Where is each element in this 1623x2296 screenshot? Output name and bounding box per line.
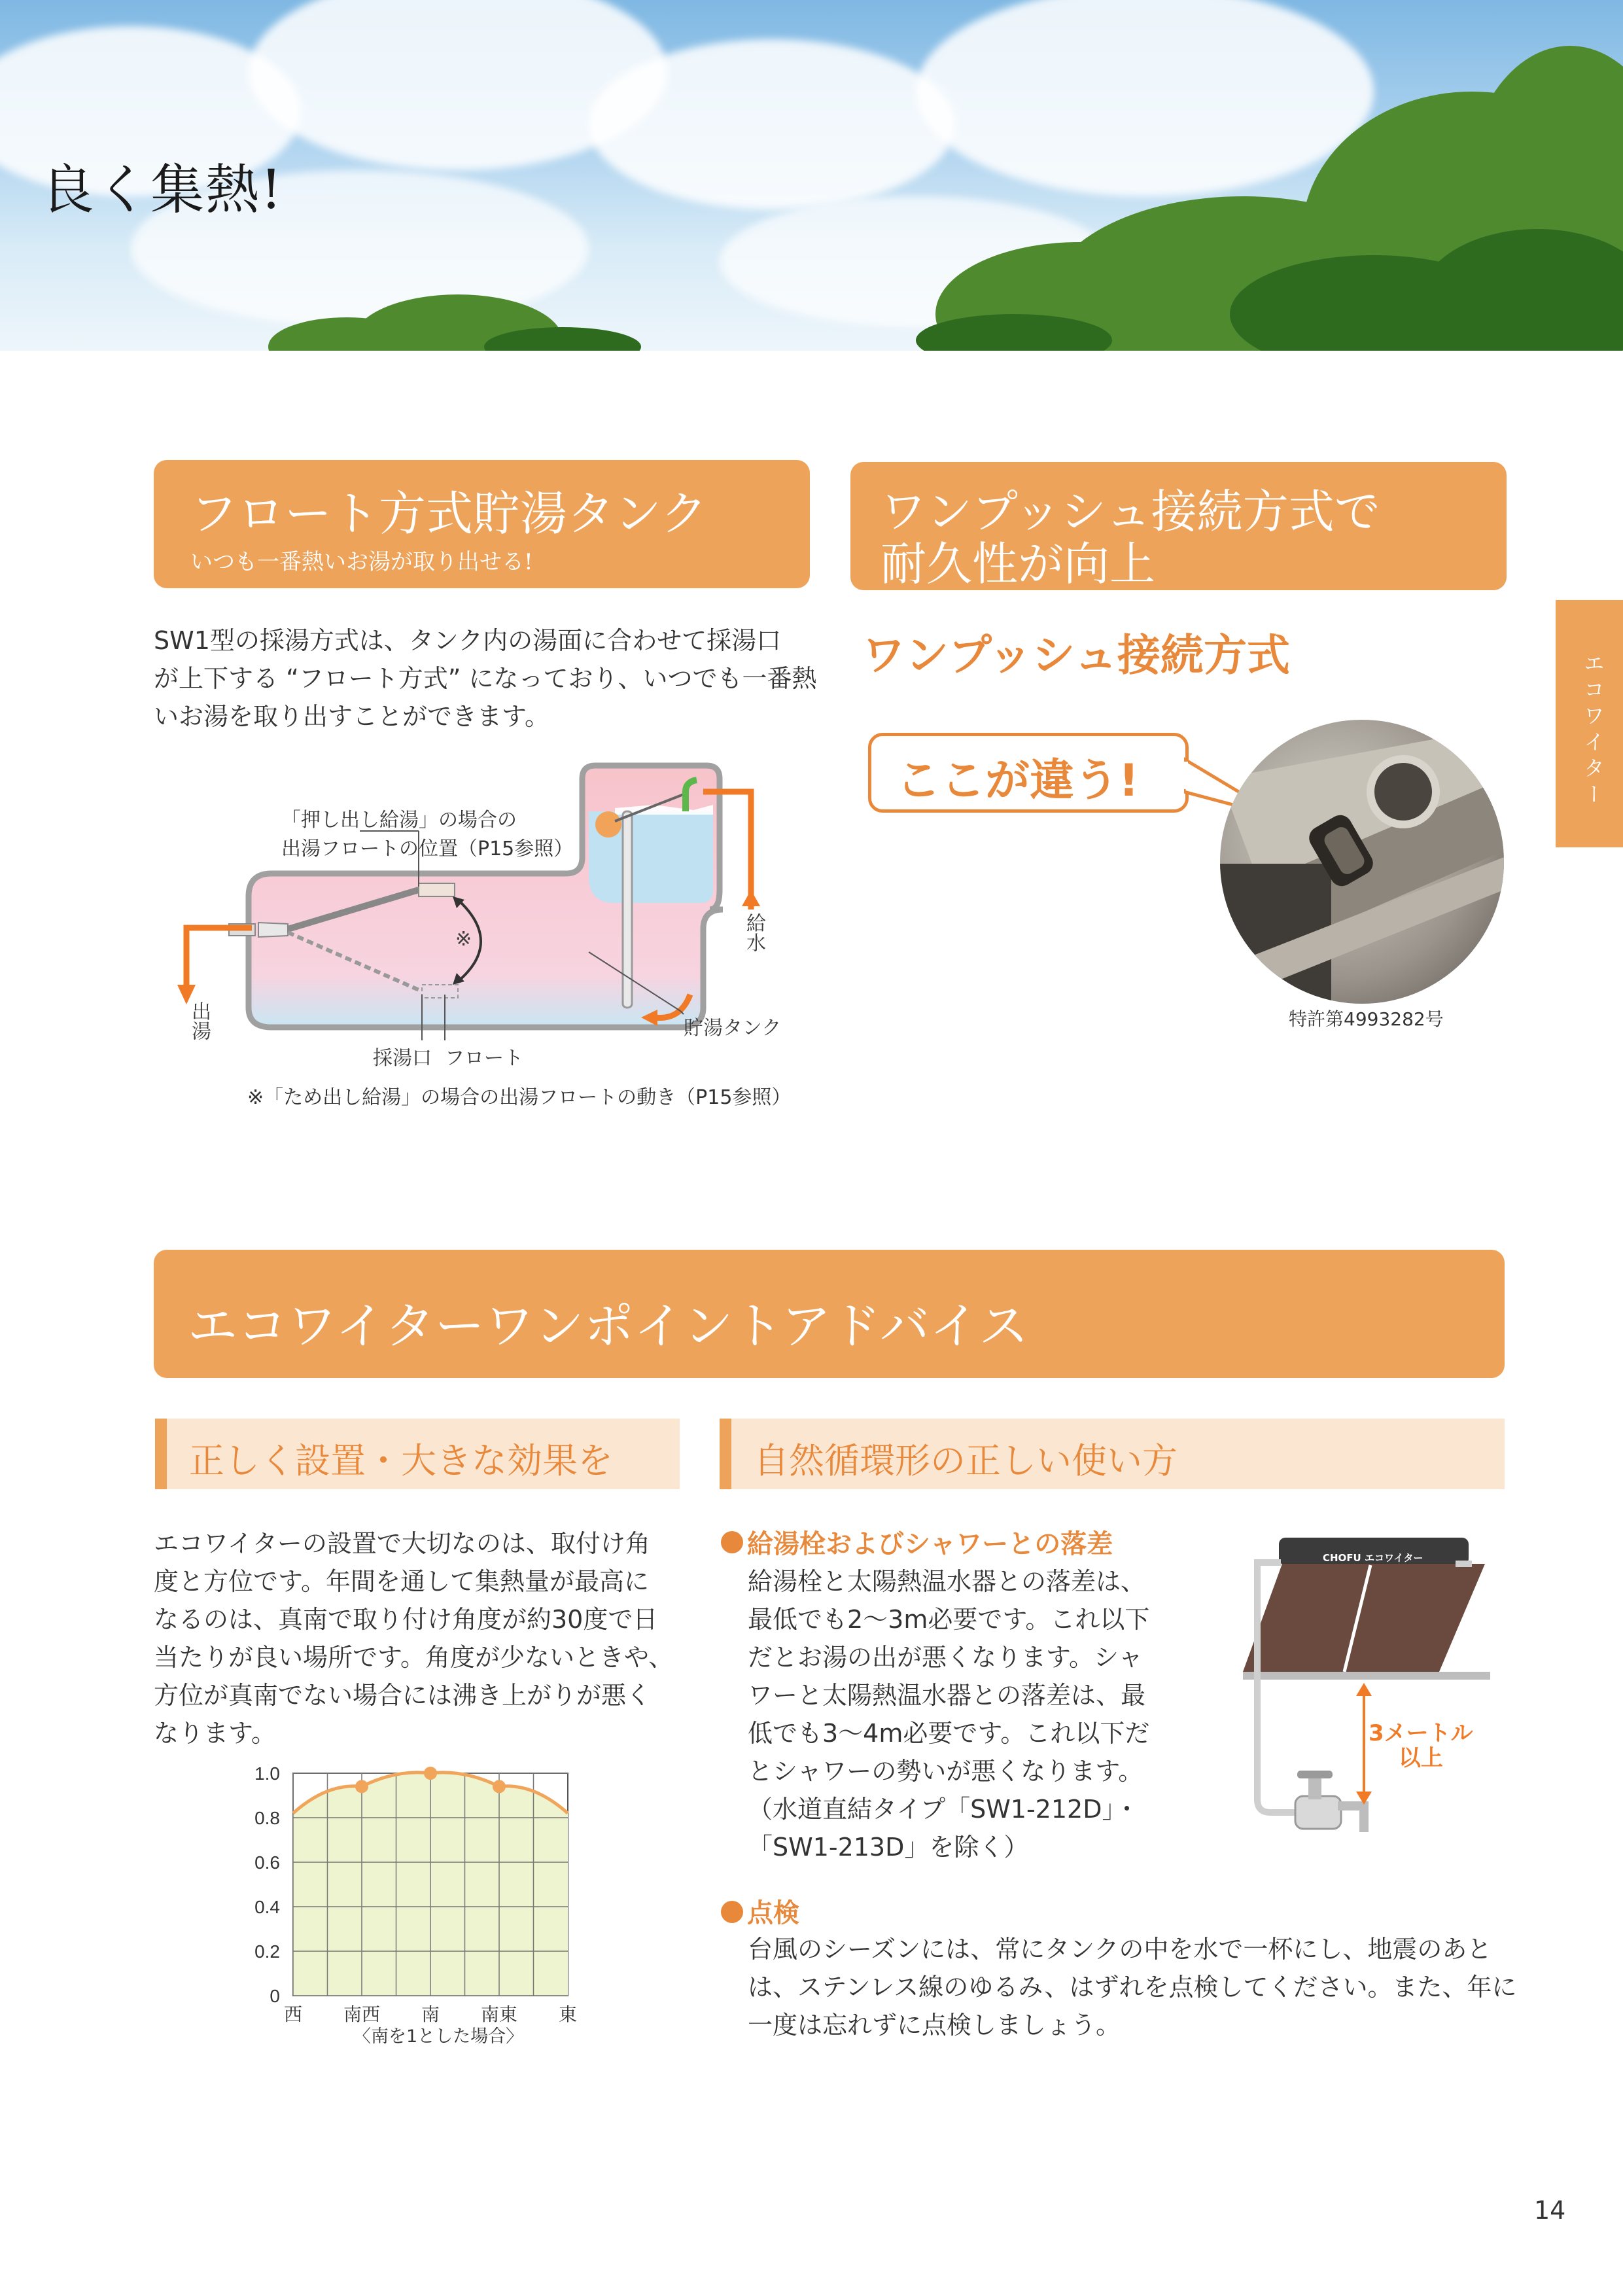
x-tick-label: 南東	[480, 2004, 518, 2025]
advice-left-line: なるのは、真南で取り付け角度が約30度で日	[154, 1605, 658, 1634]
float-label: フロート	[445, 1047, 523, 1070]
diagram-footnote: ※「ため出し給湯」の場合の出湯フロートの動き（P15参照）	[247, 1086, 792, 1109]
y-tick-label: 1.0	[254, 1763, 280, 1784]
side-tab-label: エコワイター	[1580, 652, 1605, 809]
water-in-label: 給水	[742, 913, 765, 952]
item1-line: 低でも3～4m必要です。これ以下だ	[748, 1719, 1150, 1748]
y-tick-label: 0.8	[254, 1808, 280, 1828]
data-point	[355, 1780, 368, 1793]
float-heading: フロート方式貯湯タンク	[190, 486, 708, 541]
advice-left-bar	[155, 1419, 680, 1489]
page-number: 14	[1534, 2196, 1566, 2225]
mark-label: ※	[455, 928, 472, 951]
float-body-line: が上下する “フロート方式” になっており、いつでも一番熱	[154, 664, 817, 693]
height-label-line: 3メートル	[1369, 1720, 1473, 1746]
hot-out-label: 出湯	[188, 1001, 211, 1040]
float-body-line: SW1型の採湯方式は、タンク内の湯面に合わせて採湯口	[154, 626, 782, 655]
item1-line: 「SW1-213D」を除く）	[748, 1833, 1029, 1862]
item2-line: は、ステンレス線のゆるみ、はずれを点検してください。また、年に	[748, 1973, 1517, 2002]
advice-left-title: 正しく設置・大きな効果を	[189, 1440, 613, 1481]
advice-left-line: 当たりが良い場所です。角度が少ないときや、	[154, 1643, 674, 1672]
item1-line: （水道直結タイプ「SW1-212D」・	[748, 1795, 1140, 1824]
y-tick-label: 0.6	[254, 1852, 280, 1873]
push-subtitle: ワンプッシュ接続方式	[862, 630, 1291, 680]
advice-left-line: 度と方位です。年間を通して集熱量が最高に	[154, 1567, 649, 1596]
advice-left-line: エコワイターの設置で大切なのは、取付け角	[154, 1529, 650, 1558]
data-point	[493, 1780, 506, 1793]
push-label	[281, 806, 573, 864]
advice-right-bar	[720, 1419, 1505, 1489]
hero-banner	[0, 0, 1623, 353]
callout-text: ここが違う!	[896, 755, 1140, 807]
item1-line: 給湯栓と太陽熱温水器との落差は、	[748, 1567, 1146, 1596]
push-heading-box	[850, 462, 1507, 590]
item1-bullet	[721, 1531, 743, 1553]
item1-body	[748, 1563, 1149, 1866]
patent-number: 特許第4993282号	[1289, 1008, 1444, 1030]
item1-line: ワーと太陽熱温水器との落差は、最	[748, 1681, 1146, 1710]
push-heading-line1: ワンプッシュ接続方式で	[881, 485, 1380, 539]
y-tick-label: 0.2	[254, 1941, 280, 1962]
heater-brand: CHOFU エコワイター	[1323, 1552, 1423, 1564]
advice-left-line: 方位が真南でない場合には沸き上がりが悪く	[154, 1681, 652, 1710]
accent-stripe	[155, 1419, 167, 1489]
item2-title: 点検	[747, 1898, 799, 1928]
advice-left-line: なります。	[154, 1719, 276, 1748]
push-label-line: 出湯フロートの位置（P15参照）	[281, 838, 574, 860]
connector-photo	[1220, 720, 1504, 1004]
tank-label: 貯湯タンク	[684, 1017, 782, 1040]
item2-body	[748, 1930, 1517, 2044]
side-tab	[1556, 600, 1623, 847]
x-tick-label: 南西	[343, 2004, 381, 2025]
inlet-label: 採湯口	[373, 1047, 432, 1070]
orientation-chart	[236, 1760, 641, 2061]
advice-heading-box	[154, 1250, 1505, 1378]
item1-title: 給湯栓およびシャワーとの落差	[747, 1529, 1113, 1559]
height-label	[1369, 1721, 1473, 1771]
float-body-line: いお湯を取り出すことができます。	[154, 702, 550, 731]
item1-line: だとお湯の出が悪くなります。シャ	[748, 1643, 1143, 1672]
accent-stripe	[720, 1419, 731, 1489]
page-title: 良く集熱!	[41, 159, 283, 221]
item2-line: 一度は忘れずに点検しましょう。	[748, 2011, 1121, 2040]
callout-box	[868, 733, 1189, 813]
heater-illustration	[1230, 1525, 1505, 1871]
item1-line: 最低でも2～3m必要です。これ以下	[748, 1605, 1150, 1634]
height-label-line: 以上	[1398, 1745, 1443, 1771]
push-heading-line2: 耐久性が向上	[881, 537, 1155, 591]
advice-right-title: 自然循環形の正しい使い方	[754, 1440, 1178, 1481]
x-tick-label: 東	[558, 2004, 578, 2025]
float-body	[154, 622, 817, 735]
chart-caption: 〈南を1とした場合〉	[353, 2026, 524, 2047]
advice-heading: エコワイターワンポイントアドバイス	[188, 1297, 1029, 1355]
data-point	[424, 1767, 437, 1780]
y-tick-label: 0.4	[254, 1897, 280, 1917]
x-tick-label: 南	[421, 2004, 440, 2025]
float-subheading: いつも一番熱いお湯が取り出せる!	[190, 549, 533, 575]
x-tick-label: 西	[283, 2004, 303, 2025]
y-tick-labels	[254, 1763, 280, 2006]
push-label-line: 「押し出し給湯」の場合の	[281, 809, 517, 832]
y-tick-label: 0	[270, 1986, 280, 2006]
item1-line: とシャワーの勢いが悪くなります。	[748, 1757, 1143, 1786]
advice-left-body	[154, 1525, 673, 1752]
item2-line: 台風のシーズンには、常にタンクの中を水で一杯にし、地震のあと	[748, 1935, 1492, 1964]
item2-bullet	[721, 1901, 743, 1923]
float-heading-box	[154, 460, 810, 588]
